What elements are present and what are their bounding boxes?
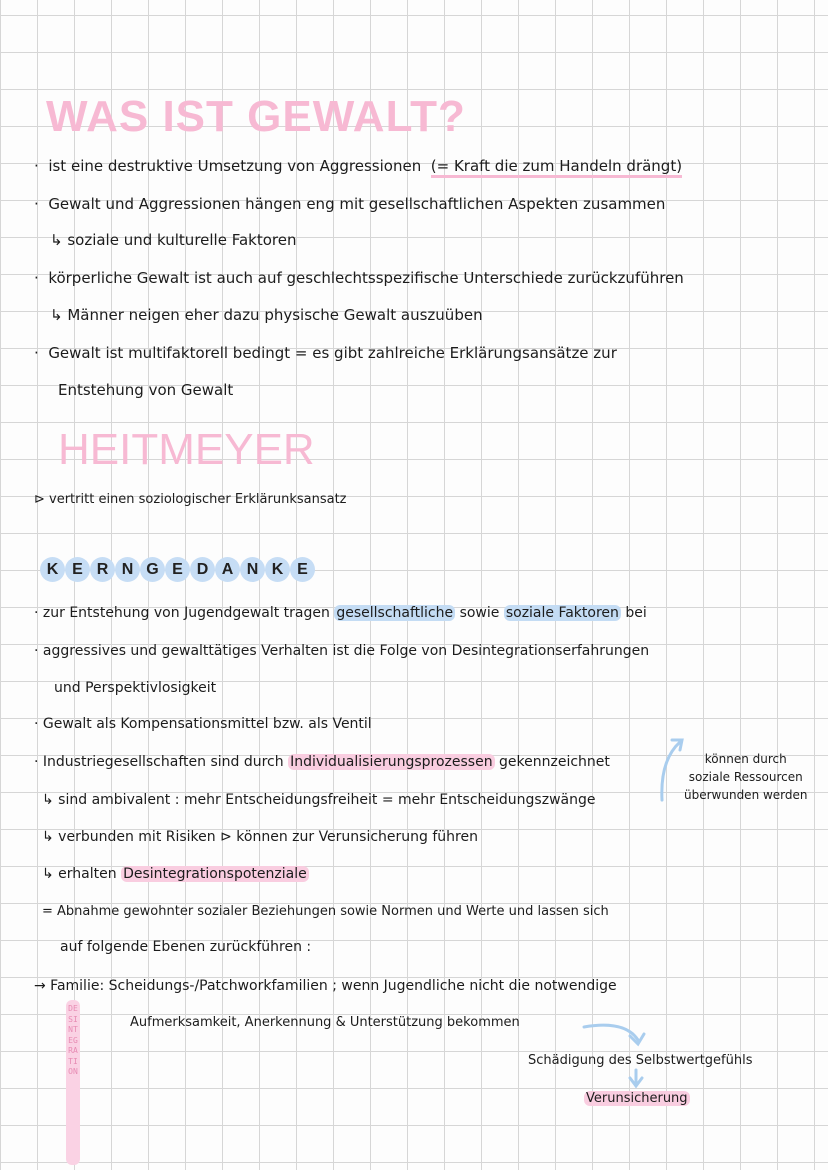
- bullet-4: · Gewalt ist multifaktorell bedingt = es gibt zahlreiche Erklärungsansätze zur: [34, 344, 617, 362]
- kern-line-12: Aufmerksamkeit, Anerkennung & Unterstützung bekommen: [130, 1015, 520, 1030]
- kern-line-2: · aggressives und gewalttätiges Verhalten ist die Folge von Desintegrationserfahrungen: [34, 643, 650, 659]
- kern-letter: R: [90, 557, 115, 582]
- kern-letter: N: [240, 557, 265, 582]
- kern-line-4: · Gewalt als Kompensationsmittel bzw. als Ventil: [34, 716, 372, 732]
- kern-1a: · zur Entstehung von Jugendgewalt tragen: [34, 605, 330, 621]
- highlight-desintegrationspotenziale: Desintegrationspotenziale: [123, 866, 307, 882]
- kern-5a: · Industriegesellschaften sind durch: [34, 754, 284, 770]
- section-title-heitmeyer: HEITMEYER: [58, 425, 315, 474]
- kern-letter: E: [290, 557, 315, 582]
- bullet-3: · körperliche Gewalt ist auch auf geschlechtsspezifische Unterschiede zurückzuführen: [34, 269, 684, 287]
- sub-3: ↳ Männer neigen eher dazu physische Gewalt auszuüben: [50, 306, 483, 324]
- page-title: WAS IST GEWALT?: [46, 92, 466, 141]
- bullet-4-text: Gewalt ist multifaktorell bedingt = es gibt zahlreiche Erklärungsansätze zur: [48, 344, 617, 362]
- kern-line-11: → Familie: Scheidungs-/Patchworkfamilien ; wenn Jugendliche nicht die notwendige: [34, 978, 617, 994]
- bullet-2-text: Gewalt und Aggressionen hängen eng mit gesellschaftlichen Aspekten zusammen: [48, 195, 666, 213]
- highlight-verunsicherung: Verunsicherung: [586, 1091, 688, 1106]
- side-note-1: können durch: [704, 752, 787, 766]
- kern-1c: sowie: [459, 605, 500, 621]
- kern-8a: ↳ erhalten: [42, 866, 117, 882]
- sub-2: ↳ soziale und kulturelle Faktoren: [50, 231, 297, 249]
- kern-letter: N: [115, 557, 140, 582]
- kern-line-9: = Abnahme gewohnter sozialer Beziehungen sowie Normen und Werte und lassen sich: [42, 904, 609, 919]
- heitmeyer-line: ⊳ vertritt einen soziologischer Erklärunksansatz: [34, 492, 347, 507]
- bullet-1-b: (= Kraft die zum Handeln drängt): [431, 157, 682, 178]
- side-note-2: soziale Ressourcen: [688, 770, 803, 784]
- kern-line-10: auf folgende Ebenen zurückführen :: [60, 939, 312, 955]
- highlight-soziale-faktoren: soziale Faktoren: [505, 605, 619, 621]
- bullet-4-cont: Entstehung von Gewalt: [58, 381, 234, 399]
- kern-letter: D: [190, 557, 215, 582]
- bullet-3-text: körperliche Gewalt ist auch auf geschlechtsspezifische Unterschiede zurückzuführen: [48, 269, 684, 287]
- kern-letter: E: [165, 557, 190, 582]
- bullet-2: · Gewalt und Aggressionen hängen eng mit gesellschaftlichen Aspekten zusammen: [34, 195, 666, 213]
- kern-line-13: Schädigung des Selbstwertgefühls: [528, 1053, 753, 1068]
- kern-line-3: und Perspektivlosigkeit: [54, 680, 217, 696]
- bullet-1-a: ist eine destruktive Umsetzung von Aggressionen: [48, 157, 422, 175]
- kern-1e: bei: [625, 605, 647, 621]
- kern-letter: K: [265, 557, 290, 582]
- side-note-3: überwunden werden: [684, 788, 808, 802]
- highlight-gesellschaftliche: gesellschaftliche: [336, 605, 454, 621]
- highlight-individualisierung: Individualisierungsprozessen: [290, 754, 493, 770]
- curved-arrow-up: [662, 742, 680, 800]
- kern-letter: G: [140, 557, 165, 582]
- bullet-1-text: ·: [34, 157, 39, 175]
- kern-letter: E: [65, 557, 90, 582]
- kern-5c: gekennzeichnet: [499, 754, 610, 770]
- kern-letter: A: [215, 557, 240, 582]
- kern-line-7: ↳ verbunden mit Risiken ⊳ können zur Verunsicherung führen: [42, 829, 478, 845]
- kern-line-6: ↳ sind ambivalent : mehr Entscheidungsfreiheit = mehr Entscheidungszwänge: [42, 792, 596, 808]
- kern-letter: K: [40, 557, 65, 582]
- desintegration-vertical-label: DESINTEGRATION: [66, 1000, 80, 1165]
